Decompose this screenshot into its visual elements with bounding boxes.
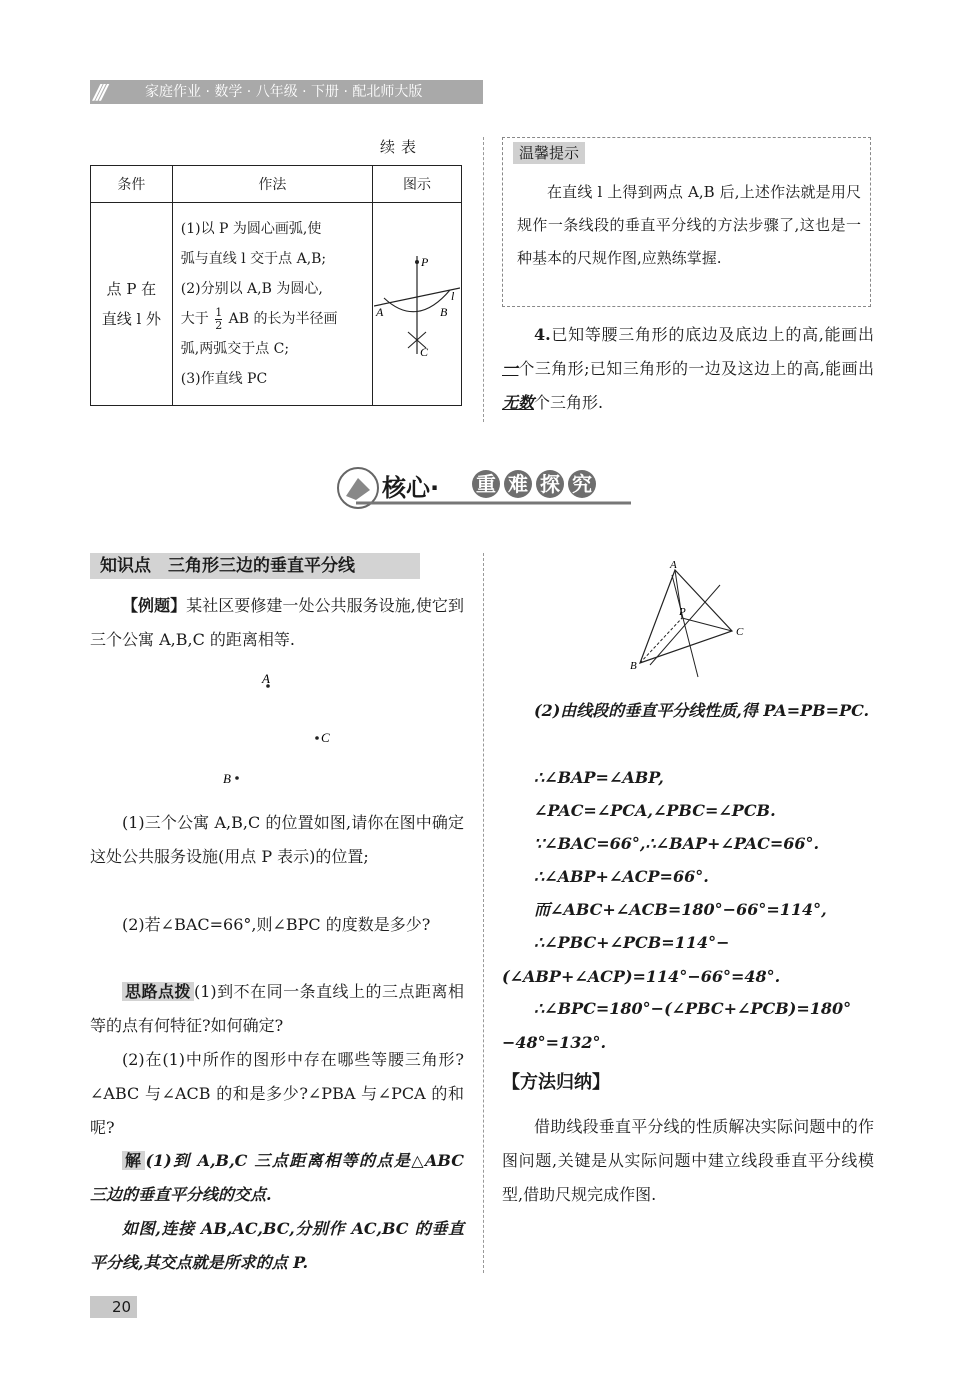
header-slashes: ///	[94, 80, 104, 104]
header-condition: 条件	[91, 166, 173, 203]
page-number: 20	[112, 1298, 132, 1316]
solution-text-1: (1)到 A,B,C 三点距离相等的点是△ABC 三边的垂直平分线的交点.	[90, 1151, 464, 1204]
solution-line-1: (2)由线段的垂直平分线性质,得 PA=PB=PC.	[534, 701, 870, 720]
fraction-numerator: 1	[215, 305, 223, 319]
label-l: l	[451, 289, 455, 303]
header-figure: 图示	[373, 166, 462, 203]
q4-part1: 已知等腰三角形的底边及底边上的高,能画出	[550, 325, 874, 344]
hint-para-1	[90, 975, 464, 1043]
label-p: P	[421, 255, 429, 269]
example-intro	[90, 589, 464, 657]
label-a: A	[670, 559, 677, 571]
method-line-4a: 大于	[180, 311, 209, 327]
banner-char-1: 重	[472, 470, 500, 498]
condition-cell	[91, 203, 173, 406]
apartments-figure	[200, 665, 350, 795]
bottom-column-divider	[483, 553, 484, 1273]
method-line-5: 弧,两弧交于点 C;	[180, 341, 290, 357]
question-4	[502, 318, 874, 420]
figure-cell	[373, 203, 462, 406]
q4-answer1: 一	[502, 359, 519, 378]
banner-char-2: 难	[504, 470, 532, 498]
method-line-1: (1)以 P 为圆心画弧,使	[180, 221, 322, 237]
triangle-abc	[640, 570, 732, 663]
page-header	[90, 80, 483, 104]
q4-part2: 个三角形;已知三角形的一边及这边上的高,能画出	[518, 359, 874, 378]
hint-label: 思路点拨	[122, 982, 194, 1001]
method-summary-title: 【方法归纳】	[502, 1072, 610, 1093]
label-b: B	[440, 305, 448, 319]
label-p: P	[679, 606, 686, 618]
solution-label: 解	[122, 1151, 145, 1170]
continued-label: 续表	[380, 138, 423, 156]
top-column-divider	[483, 137, 484, 422]
example-question-2: (2)若∠BAC=66°,则∠BPC 的度数是多少?	[122, 915, 431, 934]
solution-line-7: ∴∠PBC+∠PCB=114°−(∠ABP+∠ACP)=114°−66°=48°.	[502, 933, 781, 986]
point-p	[415, 260, 419, 264]
construction-table	[90, 165, 462, 406]
label-a: A	[262, 671, 270, 686]
solution-line-4: ∵∠BAC=66°,∴∠BAP+∠PAC=66°.	[534, 834, 820, 853]
knowledge-point-label: 知识点 三角形三边的垂直平分线	[90, 553, 420, 579]
point-b	[235, 776, 239, 780]
condition-line-1: 点 P 在	[106, 280, 157, 298]
q4-number: 4.	[534, 325, 551, 344]
banner-char-3: 探	[536, 470, 564, 498]
solution-figure	[620, 555, 760, 680]
q4-answer2: 无数	[502, 393, 535, 412]
solution-line-3: ∠PAC=∠PCA,∠PBC=∠PCB.	[534, 801, 776, 820]
method-line-3: (2)分别以 A,B 为圆心,	[180, 281, 323, 297]
page-number-box	[90, 1296, 137, 1318]
fraction-half	[215, 307, 222, 332]
solution-line-5: ∴∠ABP+∠ACP=66°.	[534, 867, 709, 886]
banner-text-core: 核心·	[382, 474, 440, 502]
hint-para-2: (2)在(1)中所作的图形中存在哪些等腰三角形?∠ABC 与∠ACB 的和是多少?∠PBA 与∠PCA 的和呢?	[90, 1050, 464, 1137]
method-line-6: (3)作直线 PC	[180, 371, 268, 387]
solution-line-6: 而∠ABC+∠ACB=180°−66°=114°,	[534, 900, 827, 919]
tip-box	[502, 137, 871, 307]
label-c: C	[321, 730, 330, 745]
perpendicular-construction-figure	[374, 204, 460, 404]
label-c: C	[420, 345, 429, 359]
solution-para-1	[90, 1144, 464, 1212]
method-line-4b: AB 的长为半径画	[228, 311, 338, 327]
header-method: 作法	[172, 166, 372, 203]
example-label: 【例题】	[122, 596, 187, 615]
method-line-2: 弧与直线 l 交于点 A,B;	[180, 251, 327, 267]
section-banner	[336, 460, 636, 510]
condition-line-2: 直线 l 外	[101, 310, 162, 328]
hint-text-1: (1)到不在同一条直线上的三点距离相等的点有何特征?如何确定?	[90, 982, 464, 1035]
fraction-denominator: 2	[215, 318, 223, 332]
label-b: B	[223, 771, 231, 786]
solution-para-2: 如图,连接 AB,AC,BC,分别作 AC,BC 的垂直平分线,其交点就是所求的点 P.	[90, 1219, 464, 1272]
header-title: 家庭作业 · 数学 · 八年级 · 下册 · 配北师大版	[145, 84, 423, 100]
solution-line-2: ∴∠BAP=∠ABP,	[534, 768, 664, 787]
tip-title: 温馨提示	[513, 142, 585, 164]
tip-body: 在直线 l 上得到两点 A,B 后,上述作法就是用尺规作一条线段的垂直平分线的方法步骤了,这也是一种基本的尺规作图,应熟练掌握.	[517, 183, 861, 267]
example-question-1: (1)三个公寓 A,B,C 的位置如图,请你在图中确定这处公共服务设施(用点 P 表示)的位置;	[90, 813, 464, 866]
solution-line-8: ∴∠BPC=180°−(∠PBC+∠PCB)=180°−48°=132°.	[502, 999, 852, 1052]
label-c: C	[736, 626, 744, 638]
banner-char-4: 究	[568, 470, 596, 498]
example-intro-text: 某社区要修建一处公共服务设施,使它到三个公寓 A,B,C 的距离相等.	[90, 596, 464, 649]
label-b: B	[630, 660, 637, 672]
point-c	[315, 736, 319, 740]
q4-part3: 个三角形.	[534, 393, 604, 412]
method-summary-body: 借助线段垂直平分线的性质解决实际问题中的作图问题,关键是从实际问题中建立线段垂直平分线模型,借助尺规完成作图.	[502, 1117, 874, 1204]
method-line-4	[181, 304, 371, 334]
method-cell	[172, 203, 372, 406]
label-a: A	[376, 305, 384, 319]
